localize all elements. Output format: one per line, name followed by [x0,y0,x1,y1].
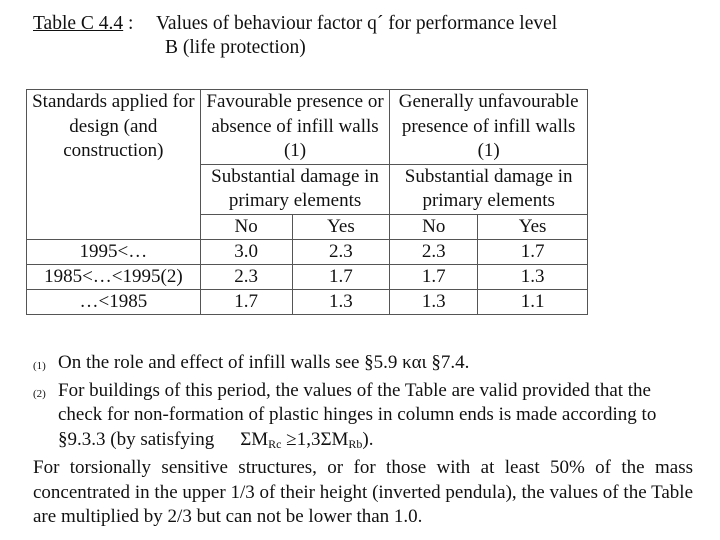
formula-end: ). [362,428,374,450]
moment-formula [240,428,373,457]
row-value: 1.3 [478,264,588,289]
row-value: 1.3 [292,289,390,314]
footnote-2 [33,379,693,457]
footnote-marker: (1) [33,360,46,372]
row-value: 2.3 [200,264,292,289]
formula-lhs: ΣM [240,428,269,450]
header-row [27,90,588,165]
footnote-text: For buildings of this period, the values of the Table are valid provided that the check for non-formation of plastic hinges in column ends is made according to §9.3.3 (by satisfying [58,379,657,450]
row-standard: 1995<… [27,239,201,264]
row-standard: 1985<…<1995(2) [27,264,201,289]
table-caption [33,12,557,60]
behaviour-factor-table [26,89,588,315]
header-no: No [200,214,292,239]
header-damage-left: Substantial damage in primary elements [200,164,390,214]
row-value: 3.0 [200,239,292,264]
table-row [27,239,588,264]
header-yes: Yes [292,214,390,239]
formula-sub-rc: Rc [268,436,282,451]
header-no: No [390,214,478,239]
footnote-text-wrap [58,379,693,457]
header-damage-right: Substantial damage in primary elements [390,164,588,214]
row-standard: …<1985 [27,289,201,314]
row-value: 1.7 [478,239,588,264]
notes-section [33,351,693,530]
row-value: 1.3 [390,289,478,314]
table-number: Table C 4.4 [33,13,124,34]
formula-sub-rb: Rb [348,436,363,451]
header-favourable: Favourable presence or absence of infill walls (1) [200,90,390,165]
row-value: 2.3 [292,239,390,264]
final-paragraph: For torsionally sensitive structures, or for those with at least 50% of the mass concentrated in the upper 1/3 of their height (inverted pendula), the values of the Table are multiplied by 2/3 but can not be lower than 1.0. [33,457,693,527]
footnote-marker: (2) [33,387,46,400]
caption-colon: : [128,13,134,34]
header-unfavourable: Generally unfavourable presence of infill walls (1) [390,90,588,165]
formula-mid: ≥1,3ΣM [281,428,349,450]
table-row [27,289,588,314]
footnote-1 [33,351,693,379]
caption-title-line1: Values of behaviour factor q´ for performance level [156,13,558,34]
row-value: 2.3 [390,239,478,264]
table-row [27,264,588,289]
row-value: 1.7 [390,264,478,289]
caption-title-line2: B (life protection) [165,37,306,58]
row-value: 1.1 [478,289,588,314]
row-value: 1.7 [200,289,292,314]
footnote-text: On the role and effect of infill walls see §5.9 και §7.4. [58,352,470,373]
row-value: 1.7 [292,264,390,289]
header-yes: Yes [478,214,588,239]
header-standards: Standards applied for design (and construction) [27,90,201,240]
